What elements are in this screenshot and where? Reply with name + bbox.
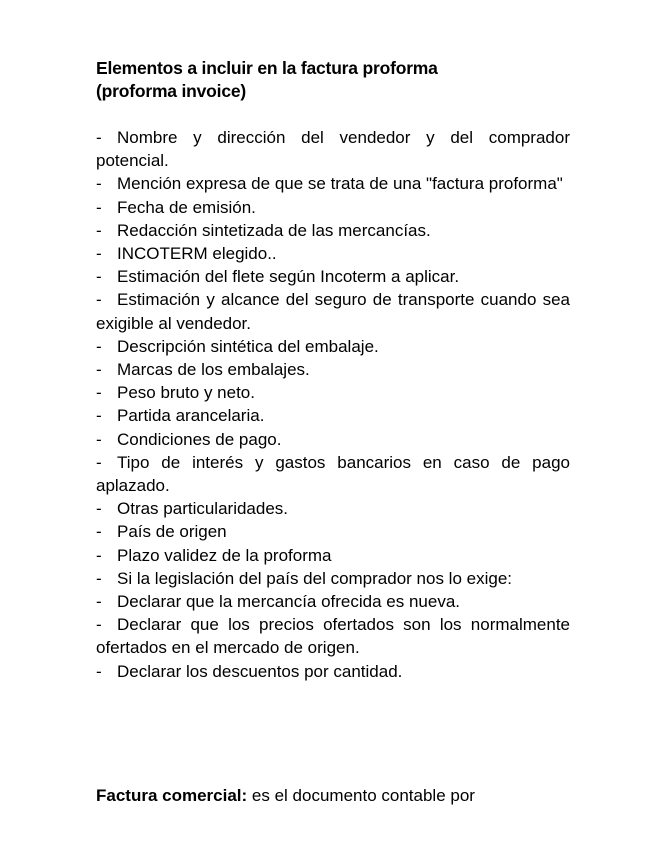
heading-line-2: (proforma invoice) bbox=[96, 81, 247, 101]
closing-paragraph bbox=[96, 784, 570, 807]
list-item bbox=[96, 196, 570, 219]
dash-bullet: - bbox=[96, 244, 102, 264]
closing-text: es el documento contable por bbox=[247, 786, 475, 805]
list-item bbox=[96, 428, 570, 451]
list-item-text: Estimación y alcance del seguro de transporte cuando sea exigible al vendedor. bbox=[96, 290, 570, 333]
list-item-text: Plazo validez de la proforma bbox=[117, 545, 332, 565]
dash-bullet: - bbox=[96, 661, 102, 681]
list-item-text: Estimación del flete según Incoterm a aplicar. bbox=[117, 267, 460, 287]
closing-term: Factura comercial: bbox=[96, 786, 248, 805]
list-item bbox=[96, 590, 570, 613]
dash-bullet: - bbox=[96, 522, 102, 542]
list-item-text: Si la legislación del país del comprador nos lo exige: bbox=[117, 568, 513, 588]
list-item-text: Declarar los descuentos por cantidad. bbox=[117, 661, 403, 681]
list-item-text: Nombre y dirección del vendedor y del comprador potencial. bbox=[96, 128, 570, 171]
list-item-text: Declarar que los precios ofertados son los normalmente ofertados en el mercado de origen. bbox=[96, 615, 570, 658]
list-item bbox=[96, 126, 570, 172]
dash-bullet: - bbox=[96, 615, 102, 635]
list-item-text: Partida arancelaria. bbox=[117, 406, 265, 426]
list-item-text: Descripción sintética del embalaje. bbox=[117, 336, 379, 356]
heading-line-1: Elementos a incluir en la factura proforma bbox=[96, 58, 438, 78]
dash-bullet: - bbox=[96, 197, 102, 217]
list-item-text: Fecha de emisión. bbox=[117, 197, 256, 217]
dash-bullet: - bbox=[96, 128, 102, 147]
list-item bbox=[96, 567, 570, 590]
list-item bbox=[96, 381, 570, 404]
list-item-text: Peso bruto y neto. bbox=[117, 383, 255, 403]
dash-bullet: - bbox=[96, 545, 102, 565]
list-item-text: Redacción sintetizada de las mercancías. bbox=[117, 220, 431, 240]
list-item bbox=[96, 613, 570, 659]
list-item bbox=[96, 335, 570, 358]
dash-bullet: - bbox=[96, 336, 102, 356]
dash-bullet: - bbox=[96, 220, 102, 240]
list-item-text: Otras particularidades. bbox=[117, 499, 289, 519]
dash-bullet: - bbox=[96, 592, 102, 612]
list-item bbox=[96, 660, 570, 683]
list-item-text: Tipo de interés y gastos bancarios en caso de pago aplazado. bbox=[96, 452, 570, 496]
dash-bullet: - bbox=[96, 383, 102, 403]
dash-bullet: - bbox=[96, 429, 102, 449]
dash-bullet: - bbox=[96, 267, 102, 287]
section-heading bbox=[96, 57, 570, 103]
list-item-text: INCOTERM elegido.. bbox=[117, 244, 277, 264]
dash-bullet: - bbox=[96, 568, 102, 588]
list-item bbox=[96, 544, 570, 567]
proforma-elements-list bbox=[96, 126, 570, 683]
dash-bullet: - bbox=[96, 406, 102, 426]
list-item bbox=[96, 520, 570, 543]
list-item bbox=[96, 242, 570, 265]
list-item-text: Mención expresa de que se trata de una "factura proforma" bbox=[117, 174, 563, 194]
list-item bbox=[96, 288, 570, 334]
dash-bullet: - bbox=[96, 452, 102, 472]
dash-bullet: - bbox=[96, 499, 102, 519]
list-item bbox=[96, 497, 570, 520]
list-item-text: País de origen bbox=[117, 522, 227, 542]
list-item bbox=[96, 219, 570, 242]
list-item bbox=[96, 404, 570, 427]
list-item bbox=[96, 265, 570, 288]
dash-bullet: - bbox=[96, 174, 102, 194]
list-item-text: Condiciones de pago. bbox=[117, 429, 282, 449]
list-item bbox=[96, 172, 570, 195]
dash-bullet: - bbox=[96, 360, 102, 380]
dash-bullet: - bbox=[96, 290, 102, 310]
list-item-text: Declarar que la mercancía ofrecida es nueva. bbox=[117, 592, 461, 612]
list-item-text: Marcas de los embalajes. bbox=[117, 360, 310, 380]
list-item bbox=[96, 451, 570, 497]
list-item bbox=[96, 358, 570, 381]
